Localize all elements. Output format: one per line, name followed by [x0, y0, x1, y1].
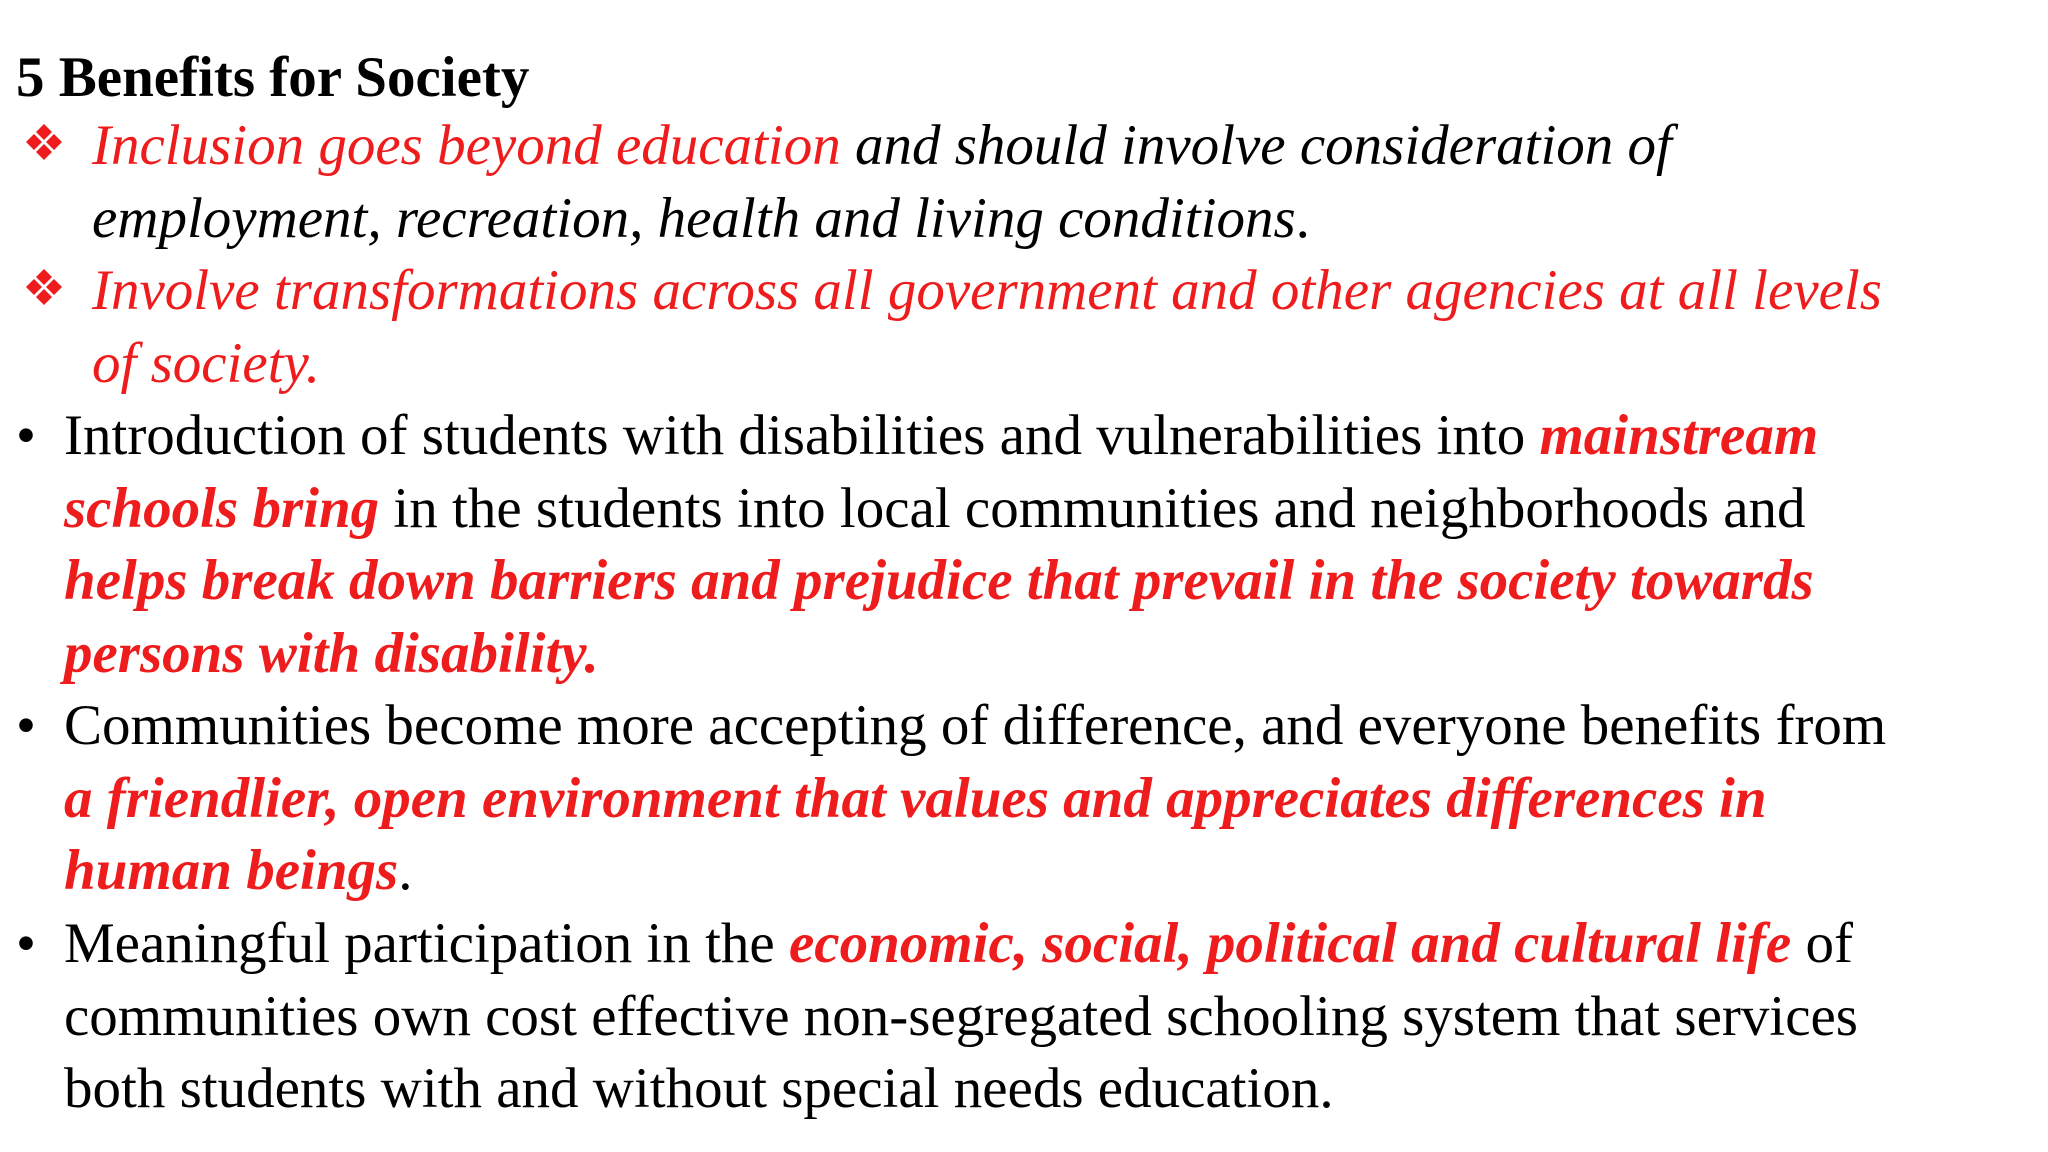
text-run: human beings — [64, 839, 399, 902]
text-run: . — [1295, 186, 1310, 250]
four-diamond-icon — [16, 255, 72, 327]
text-line — [64, 618, 2024, 691]
text-run: Involve transformations across all government and other agencies at all levels — [92, 259, 1882, 322]
text-line — [64, 545, 2024, 618]
text-run: of — [1791, 912, 1853, 975]
benefit-item-2-text — [92, 255, 2012, 400]
text-line — [92, 110, 2012, 183]
text-run: mainstream — [1539, 404, 1819, 467]
text-run: Meaningful participation in the — [64, 912, 789, 975]
benefit-item-4-text — [64, 690, 2024, 908]
text-run: economic, social, political and cultural life — [788, 912, 1792, 975]
text-run: Introduction of students with disabilities and vulnerabilities into — [64, 404, 1540, 467]
text-run: helps break down barriers and prejudice that prevail in the society towards — [64, 549, 1814, 612]
text-run: of society. — [92, 331, 320, 395]
text-line — [92, 255, 2012, 328]
text-run: a friendlier, open environment that values and appreciates differences in — [64, 766, 1767, 830]
text-line — [64, 835, 2024, 908]
text-run: Inclusion goes beyond education — [92, 114, 841, 177]
text-line — [92, 328, 2012, 401]
text-run: in the students into local communities and neighborhoods and — [379, 476, 1806, 540]
text-run: both students with and without special needs education. — [64, 1057, 1334, 1120]
text-run: schools bring — [64, 476, 380, 540]
text-line — [64, 1053, 2024, 1126]
text-line — [64, 473, 2024, 546]
text-run: and should involve consideration of — [840, 114, 1672, 177]
text-line — [64, 908, 2024, 981]
text-run: persons with disability. — [64, 621, 599, 685]
four-diamond-icon — [16, 110, 72, 182]
text-line — [64, 763, 2024, 836]
bullet-dot-icon: • — [16, 912, 36, 975]
bullet-dot-icon: • — [16, 694, 36, 757]
slide-title: 5 Benefits for Society — [16, 46, 530, 109]
text-run: Communities become more accepting of difference, and everyone benefits from — [64, 694, 1887, 757]
text-run: . — [398, 839, 413, 902]
text-run: employment, recreation, health and living conditions — [92, 186, 1296, 250]
text-line — [64, 690, 2024, 763]
text-line — [92, 183, 2012, 256]
bullet-dot-icon: • — [16, 404, 36, 467]
benefit-item-5-text — [64, 908, 2024, 1126]
benefit-item-1-text — [92, 110, 2012, 255]
text-line — [64, 981, 2024, 1054]
text-line — [64, 400, 2024, 473]
benefit-item-3-text — [64, 400, 2024, 690]
text-run: communities own cost effective non-segregated schooling system that services — [64, 984, 1858, 1048]
